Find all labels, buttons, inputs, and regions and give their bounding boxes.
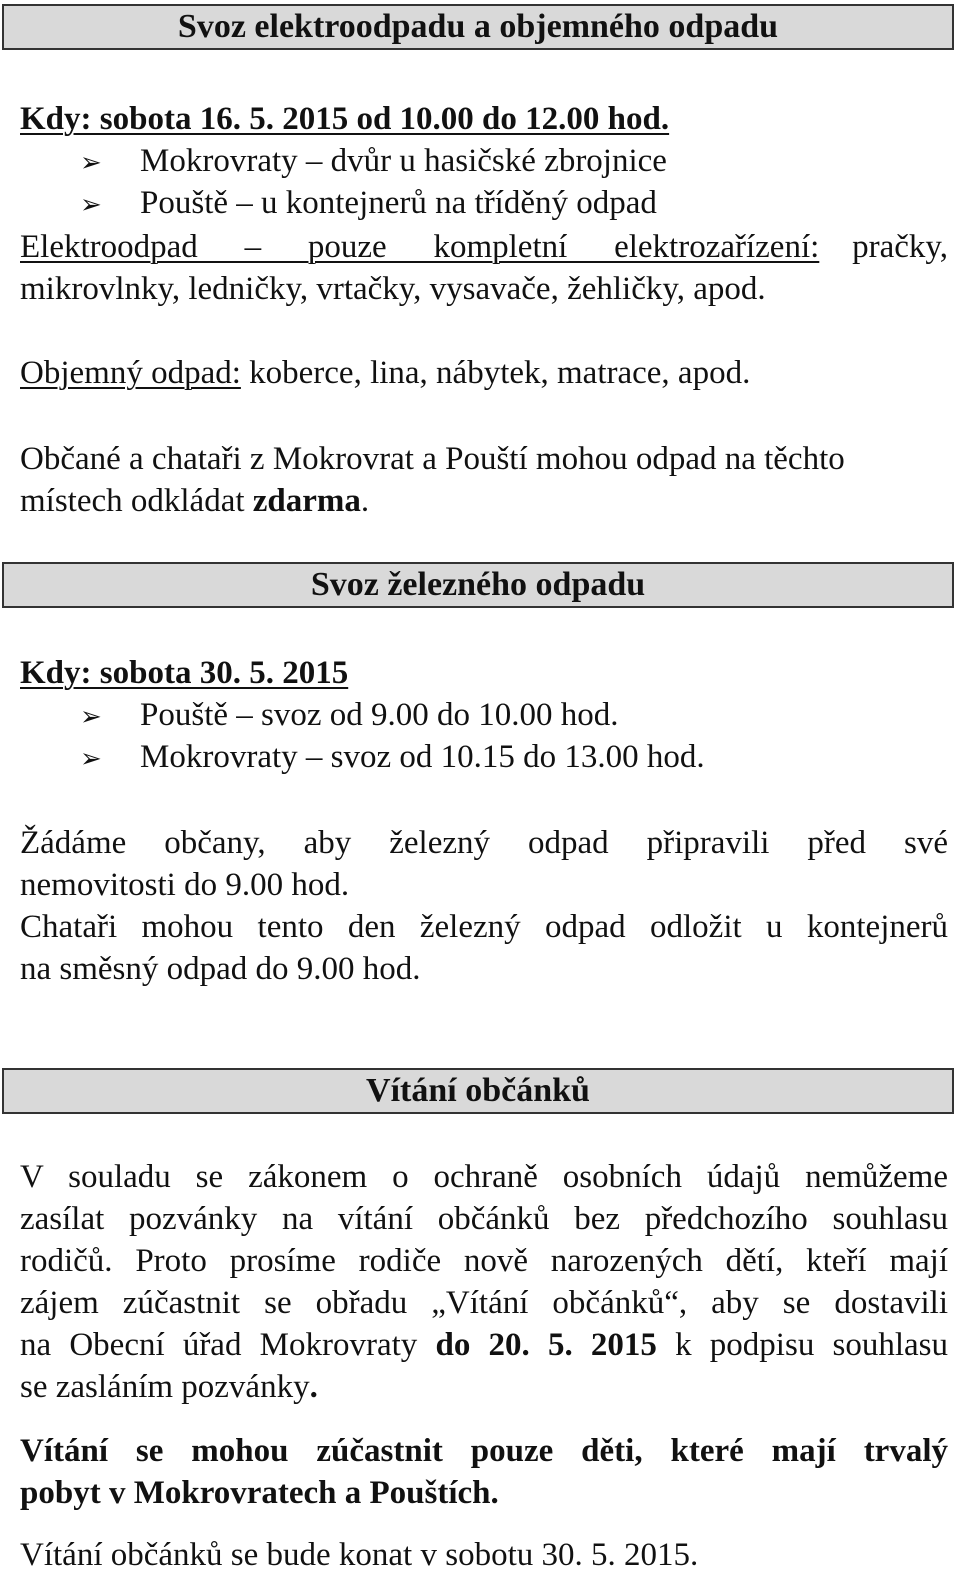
free-emphasis: zdarma bbox=[252, 483, 361, 519]
welcome-p1-line-1: V souladu se zákonem o ochraně osobních údajů nemůžeme bbox=[20, 1159, 948, 1195]
welcome-p1-line-3: rodičů. Proto prosíme rodiče nově narozených dětí, kteří mají bbox=[20, 1243, 948, 1279]
electro-line-1 bbox=[20, 226, 948, 268]
free-line-2 bbox=[20, 480, 948, 522]
arrow-bullet-icon: ➢ bbox=[80, 702, 102, 732]
bullet-pouste-iron bbox=[80, 694, 619, 738]
section-heading-welcome: Vítání občánků bbox=[2, 1068, 954, 1114]
request-line-2: nemovitosti do 9.00 hod. bbox=[20, 867, 350, 903]
section-heading-electro: Svoz elektroodpadu a objemného odpadu bbox=[2, 4, 954, 50]
arrow-bullet-icon: ➢ bbox=[80, 190, 102, 220]
arrow-bullet-icon: ➢ bbox=[80, 148, 102, 178]
welcome-p1-line-2: zasílat pozvánky na vítání občánků bez předchozího souhlasu bbox=[20, 1201, 948, 1237]
bullet-text: Pouště – u kontejnerů na tříděný odpad bbox=[140, 185, 657, 221]
electro-date: Kdy: sobota 16. 5. 2015 od 10.00 do 12.00 hod. bbox=[20, 101, 670, 137]
bullet-mokrovraty bbox=[80, 140, 667, 184]
welcome-p1-line-5 bbox=[20, 1324, 948, 1366]
free-text: místech odkládat bbox=[20, 483, 253, 519]
request-line-1: Žádáme občany, aby železný odpad připravili před své bbox=[20, 825, 948, 861]
bullet-text: Mokrovraty – dvůr u hasičské zbrojnice bbox=[140, 143, 667, 179]
welcome-p1-line-6 bbox=[20, 1366, 948, 1408]
section-heading-iron: Svoz železného odpadu bbox=[2, 562, 954, 608]
iron-date: Kdy: sobota 30. 5. 2015 bbox=[20, 655, 349, 691]
welcome-p3-line-1: Vítání občánků se bude konat v sobotu 30. 5. 2015. bbox=[20, 1537, 699, 1573]
cottage-line-1: Chataři mohou tento den železný odpad odložit u kontejnerů bbox=[20, 909, 948, 945]
bullet-pouste bbox=[80, 182, 657, 226]
cottage-line-2: na směsný odpad do 9.00 hod. bbox=[20, 951, 421, 987]
bulky-line bbox=[20, 352, 948, 394]
bullet-mokrovraty-iron bbox=[80, 736, 705, 780]
welcome-p1-line-4: zájem zúčastnit se obřadu „Vítání občánků“, aby se dostavili bbox=[20, 1285, 948, 1321]
electro-label: Elektroodpad – pouze kompletní elektrozařízení: bbox=[20, 229, 820, 265]
bulky-label: Objemný odpad: bbox=[20, 355, 241, 391]
welcome-text: se zasláním pozvánky bbox=[20, 1369, 310, 1405]
electro-line-2: mikrovlnky, ledničky, vrtačky, vysavače, žehličky, apod. bbox=[20, 271, 766, 307]
welcome-text: k podpisu souhlasu bbox=[656, 1327, 949, 1363]
welcome-p2-line-2: pobyt v Mokrovratech a Pouštích. bbox=[20, 1475, 499, 1511]
bullet-text: Pouště – svoz od 9.00 do 10.00 hod. bbox=[140, 697, 619, 733]
arrow-bullet-icon: ➢ bbox=[80, 744, 102, 774]
welcome-deadline: do 20. 5. 2015 bbox=[435, 1327, 657, 1363]
free-line-1: Občané a chataři z Mokrovrat a Pouští mohou odpad na těchto bbox=[20, 441, 845, 477]
bullet-text: Mokrovraty – svoz od 10.15 do 13.00 hod. bbox=[140, 739, 705, 775]
welcome-period: . bbox=[309, 1369, 318, 1405]
electro-text: pračky, bbox=[852, 229, 948, 265]
welcome-text: na Obecní úřad Mokrovraty bbox=[20, 1327, 436, 1363]
welcome-p2-line-1: Vítání se mohou zúčastnit pouze děti, které mají trvalý bbox=[20, 1433, 948, 1469]
free-end: . bbox=[360, 483, 370, 519]
bulky-text: koberce, lina, nábytek, matrace, apod. bbox=[240, 355, 751, 391]
